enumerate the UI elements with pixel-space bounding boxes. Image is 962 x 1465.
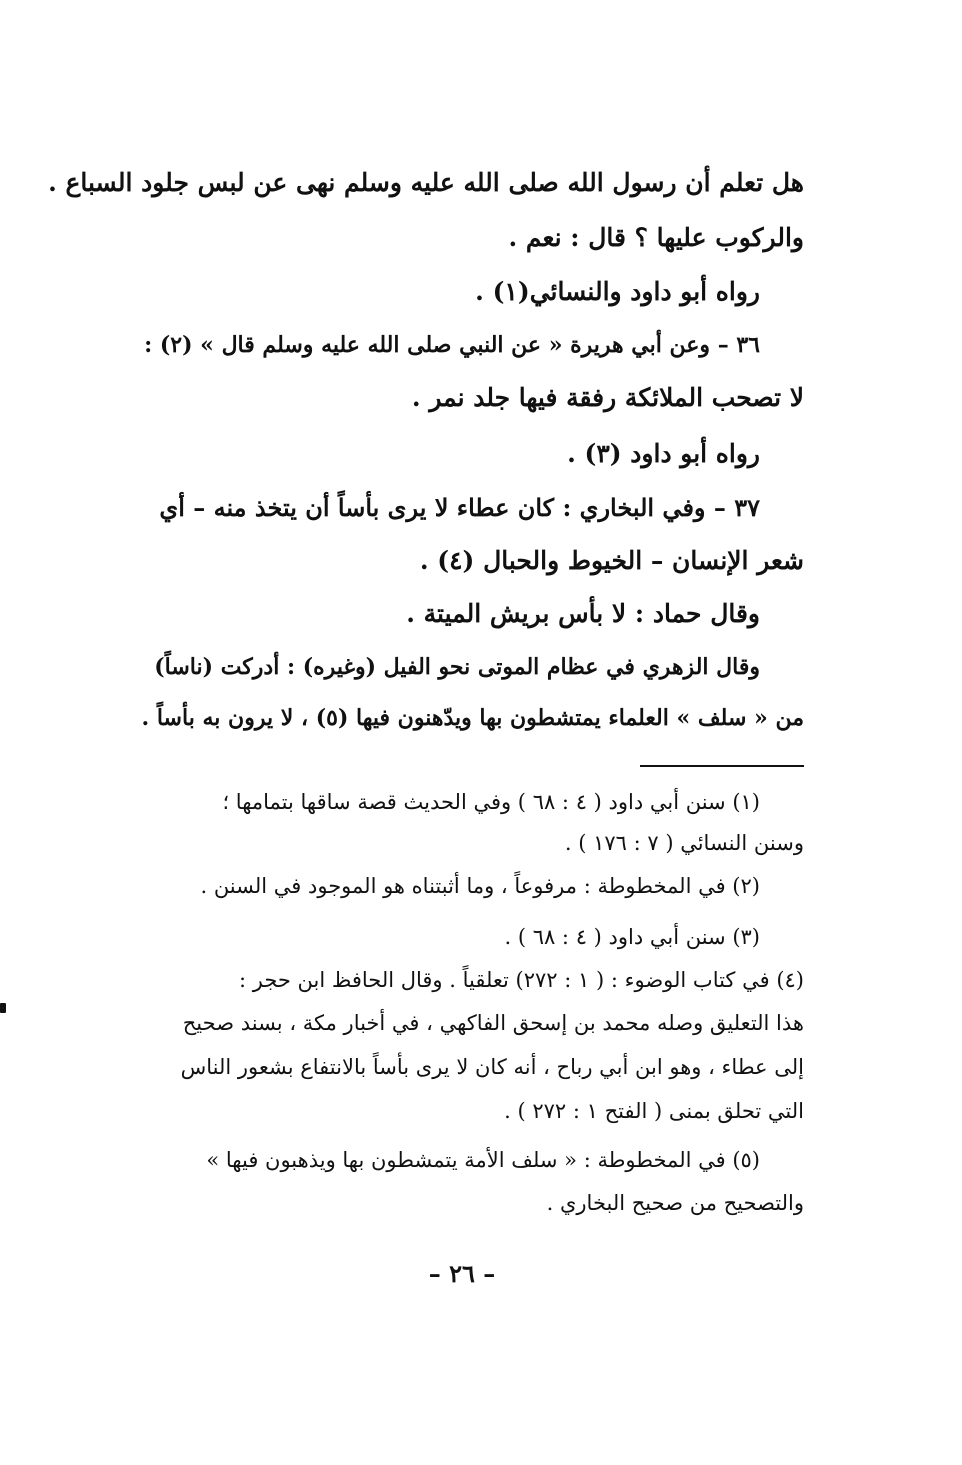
body-line: شعر الإنسان – الخيوط والحبال (٤) . <box>419 546 804 575</box>
footnote-line: والتصحيح من صحيح البخاري . <box>546 1191 804 1215</box>
body-line: وقال حماد : لا بأس بريش الميتة . <box>406 599 760 628</box>
footnote-line: (٤) في كتاب الوضوء : ( ١ : ٢٧٢) تعلقياً . وقال الحافظ ابن حجر : <box>239 968 804 992</box>
footnote-separator <box>640 765 804 767</box>
body-line: من « سلف » العلماء يمتشطون بها ويدّهنون فيها (٥) ، لا يرون به بأساً . <box>141 705 804 731</box>
footnote-line: التي تحلق بمنى ( الفتح ١ : ٢٧٢ ) . <box>504 1099 804 1123</box>
hadith-37-line: ٣٧ – وفي البخاري : كان عطاء لا يرى بأساً أن يتخذ منه – أي <box>159 493 760 522</box>
body-line: لا تصحب الملائكة رفقة فيها جلد نمر . <box>411 383 804 412</box>
body-line: وقال الزهري في عظام الموتى نحو الفيل (وغيره) : أدركت (ناساً) <box>154 654 760 680</box>
body-line: رواه أبو داود والنسائي(١) . <box>475 277 760 306</box>
footnote-line: هذا التعليق وصله محمد بن إسحق الفاكهي ، في أخبار مكة ، بسند صحيح <box>182 1011 804 1035</box>
body-line: هل تعلم أن رسول الله صلى الله عليه وسلم نهى عن لبس جلود السباع . <box>48 168 804 197</box>
footnote-line: إلى عطاء ، وهو ابن أبي رباح ، أنه كان لا يرى بأساً بالانتفاع بشعور الناس <box>180 1055 804 1079</box>
footnote-line: (٢) في المخطوطة : مرفوعاً ، وما أثبتناه هو الموجود في السنن . <box>200 874 760 898</box>
body-line: رواه أبو داود (٣) . <box>567 439 760 468</box>
footnote-line: (١) سنن أبي داود ( ٤ : ٦٨ ) وفي الحديث قصة ساقها بتمامها ؛ <box>222 790 760 814</box>
footnote-line: (٣) سنن أبي داود ( ٤ : ٦٨ ) . <box>504 925 760 949</box>
footnote-line: وسنن النسائي ( ٧ : ١٧٦ ) . <box>564 831 804 855</box>
footnote-line: (٥) في المخطوطة : « سلف الأمة يتمشطون بها ويذهبون فيها » <box>206 1148 760 1172</box>
page-number: – ٢٦ – <box>428 1259 496 1288</box>
body-line: والركوب عليها ؟ قال : نعم . <box>508 223 804 252</box>
scan-mark <box>0 1003 6 1013</box>
hadith-36-line: ٣٦ – وعن أبي هريرة « عن النبي صلى الله عليه وسلم قال » (٢) : <box>144 332 760 358</box>
